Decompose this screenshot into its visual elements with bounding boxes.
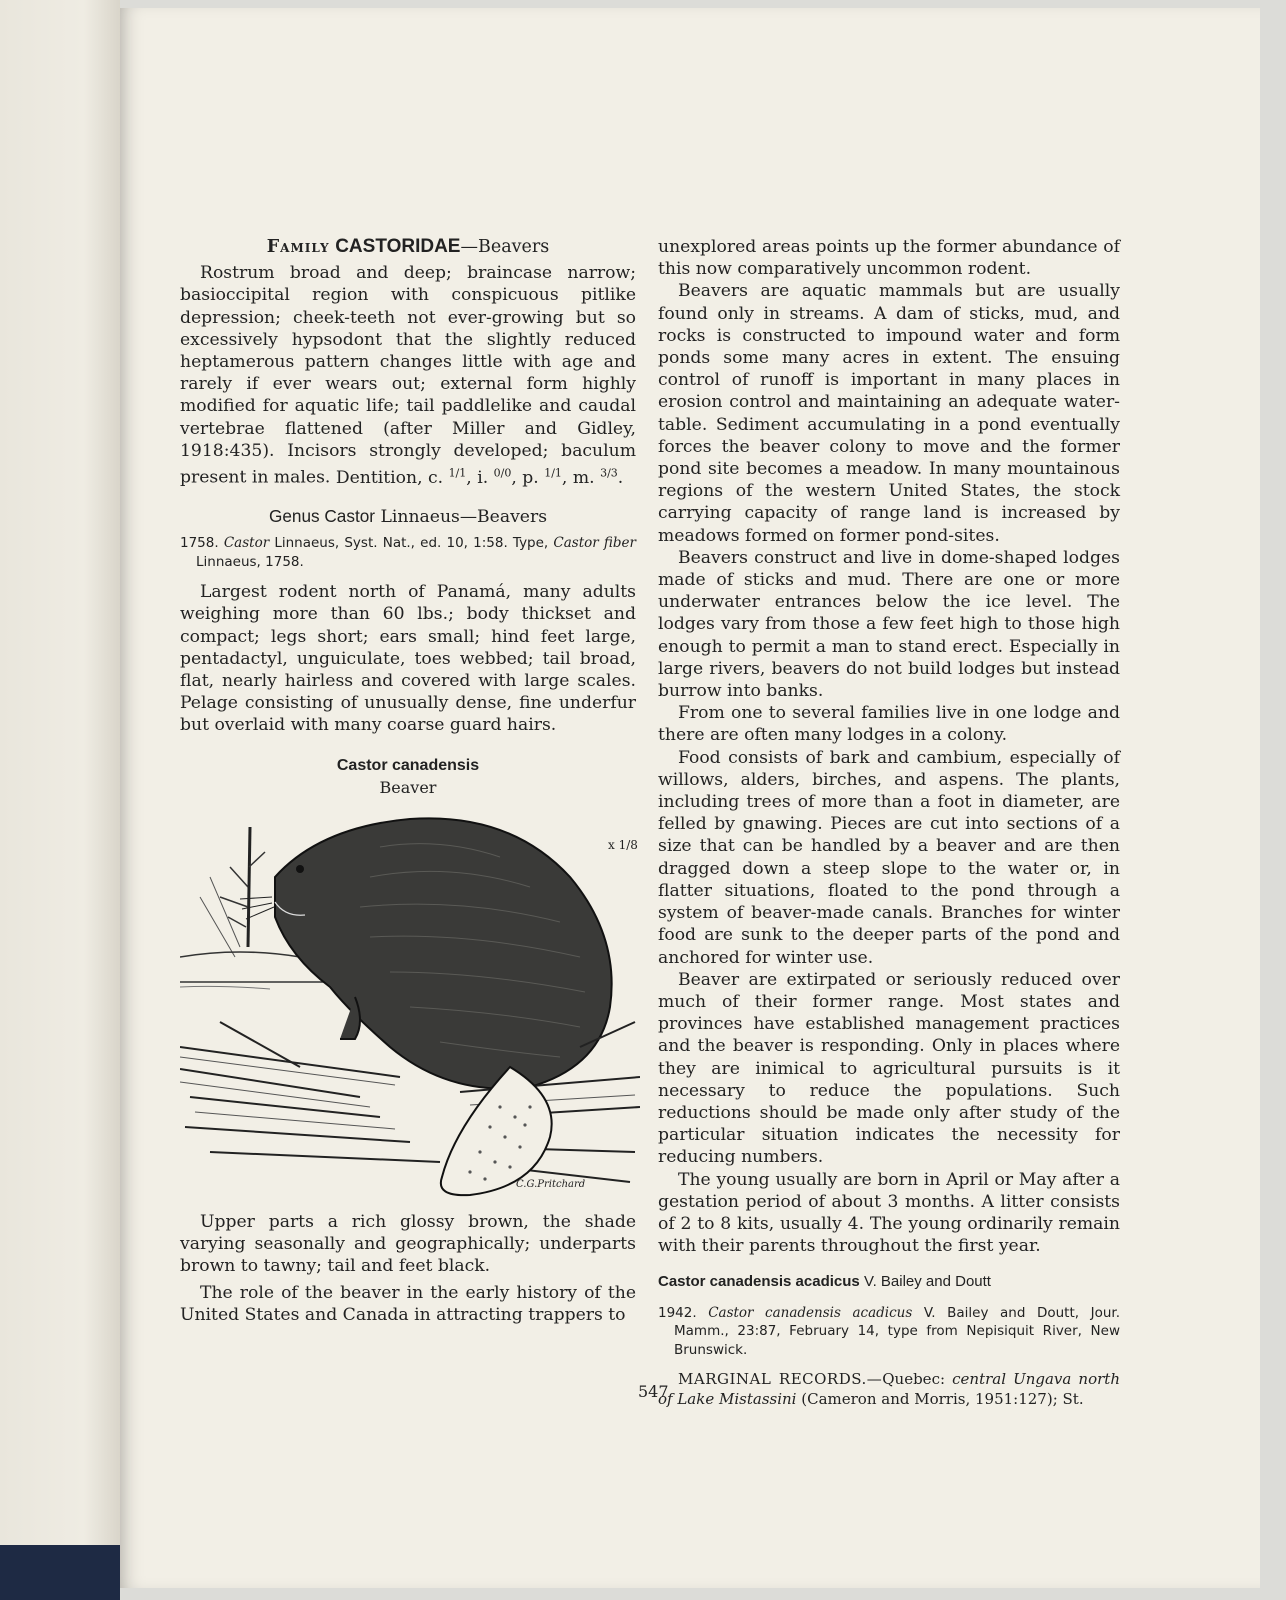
dentition-m: 3/3 <box>600 466 618 480</box>
page-number: 547 <box>638 1382 669 1401</box>
subspecies-citation-name: Castor canadensis acadicus <box>708 1304 913 1321</box>
right-column <box>658 236 1120 1409</box>
illustration-signature: C.G.Pritchard <box>516 1179 586 1190</box>
paragraph-left-1: Upper parts a rich glossy brown, the shade varying seasonally and geographically; underparts brown to tawny; tail and feet black. <box>180 1212 636 1277</box>
dentition-p: 1/1 <box>544 466 562 480</box>
genus-citation <box>180 534 636 571</box>
paragraph-right-6: Beaver are extirpated or seriously reduced over much of their former range. Most states and provinces have established management practices and the beaver is responding. Only in places where they are inimical to agricultural pursuits is it necessary to reduce the populations. Such reductions should be made only after study of the particular situation indicates the necessity for reducing numbers. <box>658 969 1120 1168</box>
dentition-formula: Dentition, c. $^{1/1}$, i. $^{0/0}$, p. $^{1/1}$, m. $^{3/3}$. <box>335 466 624 488</box>
genus-name: Genus Castor <box>268 505 376 526</box>
marginal-records-locality: central Ungava north of Lake Mistassini <box>658 1370 1120 1409</box>
family-name: CASTORIDAE <box>335 236 461 257</box>
family-description <box>180 262 636 489</box>
family-prefix: Family <box>266 237 330 257</box>
paragraph-right-2: Beavers are aquatic mammals but are usually found only in streams. A dam of sticks, mud, and rocks is constructed to impound water and form ponds some many acres in extent. The ensuing control of runoff is important in many places in erosion control and maintaining an adequate water-table. Sediment accumulating in a pond eventually forces the beaver colony to move and the former pond site becomes a meadow. In many mountainous regions of the western United States, the stock carrying capacity of range land is increased by meadows formed on former pond-sites. <box>658 281 1120 546</box>
genus-citation-year: 1758. <box>180 535 219 552</box>
marginal-records <box>658 1369 1120 1409</box>
marginal-records-region: Quebec: <box>882 1370 946 1389</box>
left-column <box>180 236 636 1326</box>
genus-description: Largest rodent north of Panamá, many adults weighing more than 60 lbs.; body thickset and compact; legs short; ears small; hind feet large, pentadactyl, unguiculate, toes webbed; tail broad, flat, nearly hairless and covered with large scales. Pelage consisting of unusually dense, fine underfur but overlaid with many coarse guard hairs. <box>180 582 636 736</box>
paragraph-right-5: Food consists of bark and cambium, especially of willows, alders, birches, and aspens. The plants, including trees of more than a foot in diameter, are felled by gnawing. Pieces are cut into sections of a size that can be handled by a beaver and are then dragged down a steep slope to the water or, in flatter situations, floated to the pond through a system of beaver-made canals. Branches for winter food are sunk to the deeper parts of the pond and anchored for winter use. <box>658 747 1120 968</box>
dentition-i-label: i. <box>477 467 489 488</box>
dentition-m-label: m. <box>572 467 595 488</box>
marginal-records-citation: (Cameron and Morris, 1951:127); St. <box>801 1390 1084 1409</box>
facing-page-edge <box>0 0 120 1600</box>
dentition-label: Dentition, c. <box>335 467 444 488</box>
subspecies-authority: V. Bailey and Doutt <box>863 1273 991 1291</box>
genus-citation-text1: Linnaeus, Syst. Nat., ed. 10, 1:58. Type, <box>274 535 549 552</box>
subspecies-citation <box>658 1304 1120 1360</box>
genus-heading <box>180 505 636 528</box>
book-cover-edge <box>0 1545 120 1600</box>
family-description-text: Rostrum broad and deep; braincase narrow; basioccipital region with conspicuous pitlike depression; cheek-teeth not ever-growing but so excessively hypsodont that the slightly reduced heptamerous pattern changes little with age and rarely if ever wears out; external form highly modified for aquatic life; tail paddlelike and caudal vertebrae flattened (after Miller and Gidley, 1918:435). Incisors strongly developed; baculum present in males. <box>180 263 636 488</box>
species-common-name: Beaver <box>379 777 437 797</box>
genus-citation-genus: Castor <box>223 535 270 552</box>
beaver-illustration <box>180 807 640 1199</box>
family-common: —Beavers <box>460 237 550 257</box>
species-heading: Castor canadensis <box>336 756 480 774</box>
dentition-c: 1/1 <box>448 466 467 480</box>
marginal-records-label: MARGINAL RECORDS.— <box>678 1370 883 1389</box>
family-heading <box>180 236 636 258</box>
dentition-i: 0/0 <box>493 466 512 480</box>
illustration-scale: x 1/8 <box>608 838 638 852</box>
paragraph-right-4: From one to several families live in one lodge and there are often many lodges in a colony. <box>658 703 1120 746</box>
paragraph-right-3: Beavers construct and live in dome-shaped lodges made of sticks and mud. There are one or more underwater entrances below the ice level. The lodges vary from those a few feet high to those high enough to permit a man to stand erect. Especially in large rivers, beavers do not build lodges but instead burrow into banks. <box>658 547 1120 702</box>
genus-citation-species: Castor fiber <box>553 535 637 552</box>
paragraph-right-1: unexplored areas points up the former abundance of this now comparatively uncommon rodent. <box>658 237 1120 280</box>
genus-citation-text2: Linnaeus, 1758. <box>196 553 304 570</box>
book-page <box>120 8 1260 1588</box>
subspecies-heading <box>658 1271 1120 1293</box>
subspecies-citation-text: V. Bailey and Doutt, Jour. Mamm., 23:87, February 14, type from Nepisiquit River, New Brunswick. <box>674 1304 1120 1358</box>
dentition-p-label: p. <box>522 467 539 488</box>
genus-authority: Linnaeus—Beavers <box>380 506 548 527</box>
subspecies-citation-year: 1942. <box>658 1304 697 1321</box>
paragraph-left-2: The role of the beaver in the early history of the United States and Canada in attracting trappers to <box>180 1282 636 1325</box>
subspecies-name: Castor canadensis acadicus <box>658 1273 860 1291</box>
paragraph-right-7: The young usually are born in April or May after a gestation period of about 3 months. A litter consists of 2 to 8 kits, usually 4. The young ordinarily remain with their parents throughout the first year. <box>658 1169 1120 1257</box>
